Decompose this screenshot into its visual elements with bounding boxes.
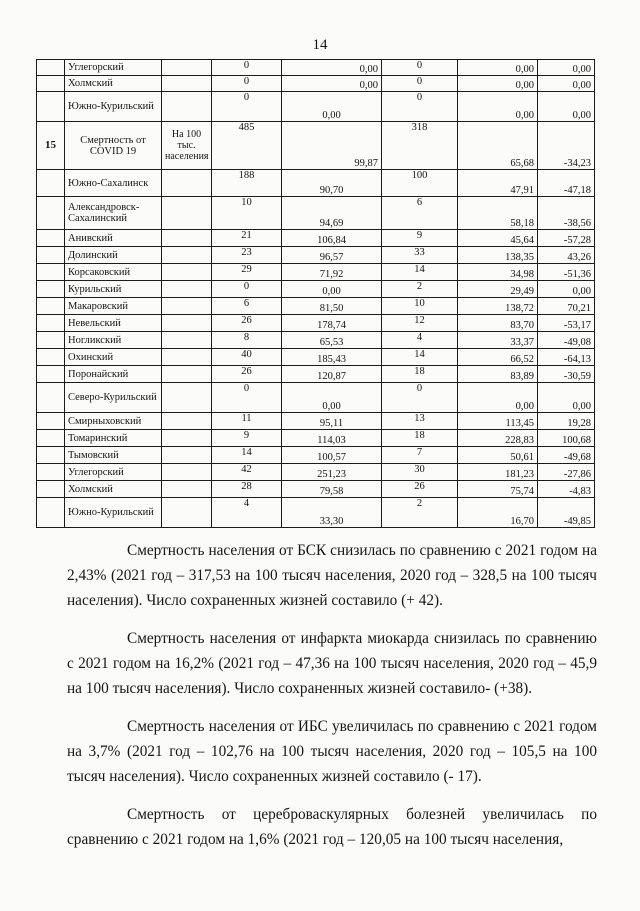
table-row bbox=[37, 413, 595, 430]
table-cell-difference: -49,08 bbox=[538, 332, 595, 349]
table-row bbox=[37, 281, 595, 298]
table-cell-rate-2020: 94,69 bbox=[282, 197, 382, 230]
table-cell-unit bbox=[162, 464, 212, 481]
table-cell-number bbox=[37, 315, 65, 332]
table-cell-count-2020: 4 bbox=[212, 498, 282, 528]
table-cell-number bbox=[37, 430, 65, 447]
table-cell-unit bbox=[162, 430, 212, 447]
table-cell-name: Долинский bbox=[65, 247, 162, 264]
table-cell-count-2020: 26 bbox=[212, 366, 282, 383]
table-cell-difference: 0,00 bbox=[538, 60, 595, 76]
paragraph-cerebrovascular: Смертность от цереброваскулярных болезней увеличилась по сравнению с 2021 годом на 1,6% (2021 год – 120,05 на 100 тысяч населения, bbox=[67, 806, 597, 848]
table-cell-unit bbox=[162, 383, 212, 413]
table-cell-count-2021: 10 bbox=[382, 298, 458, 315]
table-cell-count-2021: 12 bbox=[382, 315, 458, 332]
table-cell-rate-2020: 0,00 bbox=[282, 383, 382, 413]
table-cell-difference: -38,56 bbox=[538, 197, 595, 230]
table-cell-unit bbox=[162, 76, 212, 92]
table-cell-difference: -34,23 bbox=[538, 122, 595, 170]
table-cell-rate-2020: 178,74 bbox=[282, 315, 382, 332]
table-cell-name: Углегорский bbox=[65, 60, 162, 76]
table-cell-name: Смертность от COVID 19 bbox=[65, 122, 162, 170]
table-cell-count-2020: 40 bbox=[212, 349, 282, 366]
table-cell-difference: -27,86 bbox=[538, 464, 595, 481]
table-cell-rate-2021: 0,00 bbox=[458, 76, 538, 92]
table-cell-rate-2020: 251,23 bbox=[282, 464, 382, 481]
table-cell-count-2021: 30 bbox=[382, 464, 458, 481]
table-cell-rate-2020: 0,00 bbox=[282, 76, 382, 92]
table-cell-rate-2020: 71,92 bbox=[282, 264, 382, 281]
table-cell-rate-2021: 47,91 bbox=[458, 170, 538, 197]
table-cell-unit bbox=[162, 413, 212, 430]
table-row bbox=[37, 383, 595, 413]
table-cell-count-2020: 11 bbox=[212, 413, 282, 430]
table-row bbox=[37, 464, 595, 481]
table-cell-rate-2020: 185,43 bbox=[282, 349, 382, 366]
table-cell-count-2020: 188 bbox=[212, 170, 282, 197]
table-cell-unit bbox=[162, 366, 212, 383]
table-cell-difference: 70,21 bbox=[538, 298, 595, 315]
table-cell-number bbox=[37, 281, 65, 298]
table-row bbox=[37, 430, 595, 447]
table-cell-rate-2020: 114,03 bbox=[282, 430, 382, 447]
table-row bbox=[37, 315, 595, 332]
table-cell-number bbox=[37, 366, 65, 383]
table-row bbox=[37, 76, 595, 92]
table-cell-rate-2021: 50,61 bbox=[458, 447, 538, 464]
table-cell-number bbox=[37, 264, 65, 281]
table-cell-unit: На 100 тыс. населения bbox=[162, 122, 212, 170]
table-cell-count-2021: 18 bbox=[382, 430, 458, 447]
table-cell-unit bbox=[162, 315, 212, 332]
table-cell-name: Южно-Курильский bbox=[65, 92, 162, 122]
table-cell-difference: 43,26 bbox=[538, 247, 595, 264]
table-cell-rate-2021: 65,68 bbox=[458, 122, 538, 170]
table-cell-count-2021: 6 bbox=[382, 197, 458, 230]
table-row bbox=[37, 122, 595, 170]
table-cell-count-2020: 0 bbox=[212, 60, 282, 76]
table-cell-rate-2020: 95,11 bbox=[282, 413, 382, 430]
table-cell-rate-2021: 138,35 bbox=[458, 247, 538, 264]
table-cell-unit bbox=[162, 281, 212, 298]
table-cell-unit bbox=[162, 197, 212, 230]
table-cell-count-2020: 0 bbox=[212, 92, 282, 122]
table-cell-count-2021: 26 bbox=[382, 481, 458, 498]
table-cell-count-2020: 0 bbox=[212, 383, 282, 413]
table-cell-name: Южно-Сахалинск bbox=[65, 170, 162, 197]
table-cell-number bbox=[37, 349, 65, 366]
table-cell-count-2021: 18 bbox=[382, 366, 458, 383]
table-cell-name: Северо-Курильский bbox=[65, 383, 162, 413]
table-cell-difference: 0,00 bbox=[538, 383, 595, 413]
table-cell-number bbox=[37, 92, 65, 122]
table-cell-difference: -51,36 bbox=[538, 264, 595, 281]
table-cell-number bbox=[37, 383, 65, 413]
table-cell-count-2021: 14 bbox=[382, 264, 458, 281]
table-cell-name: Южно-Курильский bbox=[65, 498, 162, 528]
table-cell-rate-2021: 83,70 bbox=[458, 315, 538, 332]
table-row bbox=[37, 298, 595, 315]
table-cell-rate-2020: 90,70 bbox=[282, 170, 382, 197]
table-row bbox=[37, 92, 595, 122]
table-cell-rate-2020: 120,87 bbox=[282, 366, 382, 383]
table-cell-name: Тымовский bbox=[65, 447, 162, 464]
table-cell-difference: 0,00 bbox=[538, 92, 595, 122]
table-cell-rate-2021: 113,45 bbox=[458, 413, 538, 430]
table-cell-count-2021: 2 bbox=[382, 281, 458, 298]
table-cell-rate-2021: 75,74 bbox=[458, 481, 538, 498]
table-cell-rate-2021: 228,83 bbox=[458, 430, 538, 447]
table-cell-rate-2021: 138,72 bbox=[458, 298, 538, 315]
table-cell-rate-2021: 45,64 bbox=[458, 230, 538, 247]
table-cell-rate-2020: 81,50 bbox=[282, 298, 382, 315]
table-cell-count-2021: 2 bbox=[382, 498, 458, 528]
table-cell-unit bbox=[162, 447, 212, 464]
paragraph-myocardial-infarction: Смертность населения от инфаркта миокарда снизилась по сравнению с 2021 годом на 16,2% (2021 год – 47,36 на 100 тысяч населения, 2020 год – 45,9 на 100 тысяч населения). Число сохраненных жизней составило- (+38). bbox=[67, 630, 597, 697]
table-cell-name: Корсаковский bbox=[65, 264, 162, 281]
table-cell-count-2021: 100 bbox=[382, 170, 458, 197]
table-cell-number bbox=[37, 247, 65, 264]
table-cell-unit bbox=[162, 498, 212, 528]
table-cell-rate-2021: 29,49 bbox=[458, 281, 538, 298]
paragraph-bsk: Смертность населения от БСК снизилась по сравнению с 2021 годом на 2,43% (2021 год – 317,53 на 100 тысяч населения, 2020 год – 328,5 на 100 тысяч населения). Число сохраненных жизней составило (+ 42). bbox=[67, 542, 597, 609]
table-cell-difference: -4,83 bbox=[538, 481, 595, 498]
table-cell-rate-2020: 100,57 bbox=[282, 447, 382, 464]
table-cell-difference: -57,28 bbox=[538, 230, 595, 247]
table-row bbox=[37, 230, 595, 247]
table-cell-number bbox=[37, 481, 65, 498]
table-cell-count-2021: 0 bbox=[382, 383, 458, 413]
table-row bbox=[37, 264, 595, 281]
table-cell-count-2020: 28 bbox=[212, 481, 282, 498]
table-cell-name: Ногликский bbox=[65, 332, 162, 349]
page-number: 14 bbox=[312, 37, 328, 53]
table-row bbox=[37, 332, 595, 349]
table-cell-rate-2021: 0,00 bbox=[458, 60, 538, 76]
table-cell-rate-2020: 0,00 bbox=[282, 92, 382, 122]
table-cell-rate-2021: 181,23 bbox=[458, 464, 538, 481]
table-cell-number bbox=[37, 76, 65, 92]
table-body bbox=[37, 60, 595, 528]
table-cell-difference: -53,17 bbox=[538, 315, 595, 332]
table-cell-count-2021: 0 bbox=[382, 60, 458, 76]
table-cell-count-2020: 21 bbox=[212, 230, 282, 247]
table-cell-difference: -30,59 bbox=[538, 366, 595, 383]
table-cell-count-2021: 33 bbox=[382, 247, 458, 264]
table-cell-name: Холмский bbox=[65, 481, 162, 498]
table-cell-rate-2020: 99,87 bbox=[282, 122, 382, 170]
table-cell-count-2021: 14 bbox=[382, 349, 458, 366]
table-row bbox=[37, 447, 595, 464]
table-cell-unit bbox=[162, 349, 212, 366]
table-cell-count-2020: 9 bbox=[212, 430, 282, 447]
table-cell-rate-2021: 0,00 bbox=[458, 383, 538, 413]
table-cell-count-2020: 10 bbox=[212, 197, 282, 230]
table-cell-number bbox=[37, 298, 65, 315]
table-cell-count-2021: 4 bbox=[382, 332, 458, 349]
table-cell-name: Невельский bbox=[65, 315, 162, 332]
table-cell-count-2020: 8 bbox=[212, 332, 282, 349]
table-cell-count-2021: 7 bbox=[382, 447, 458, 464]
table-cell-rate-2020: 106,84 bbox=[282, 230, 382, 247]
table-cell-count-2020: 29 bbox=[212, 264, 282, 281]
table-cell-count-2020: 14 bbox=[212, 447, 282, 464]
table-row bbox=[37, 170, 595, 197]
table-cell-number bbox=[37, 170, 65, 197]
table-row bbox=[37, 481, 595, 498]
table-cell-unit bbox=[162, 92, 212, 122]
table-cell-number bbox=[37, 332, 65, 349]
table-cell-name: Углегорский bbox=[65, 464, 162, 481]
table-cell-number: 15 bbox=[37, 122, 65, 170]
table-cell-unit bbox=[162, 230, 212, 247]
table-cell-difference: -49,68 bbox=[538, 447, 595, 464]
table-cell-count-2020: 26 bbox=[212, 315, 282, 332]
table-cell-count-2020: 0 bbox=[212, 76, 282, 92]
table-cell-name: Анивский bbox=[65, 230, 162, 247]
body-text bbox=[67, 538, 597, 865]
table-row bbox=[37, 498, 595, 528]
table-cell-count-2020: 0 bbox=[212, 281, 282, 298]
table-cell-unit bbox=[162, 332, 212, 349]
mortality-table bbox=[36, 59, 595, 528]
table-cell-rate-2021: 33,37 bbox=[458, 332, 538, 349]
table-cell-rate-2021: 34,98 bbox=[458, 264, 538, 281]
table-row bbox=[37, 247, 595, 264]
table-cell-rate-2020: 79,58 bbox=[282, 481, 382, 498]
table-cell-number bbox=[37, 498, 65, 528]
table-cell-count-2021: 9 bbox=[382, 230, 458, 247]
table-cell-number bbox=[37, 447, 65, 464]
table-cell-rate-2020: 33,30 bbox=[282, 498, 382, 528]
table-cell-rate-2021: 58,18 bbox=[458, 197, 538, 230]
paragraph-ibs: Смертность населения от ИБС увеличилась по сравнению с 2021 годом на 3,7% (2021 год – 102,76 на 100 тысяч населения, 2020 год – 105,5 на 100 тысяч населения). Число сохраненных жизней составило (- 17). bbox=[67, 718, 597, 785]
table-cell-difference: 0,00 bbox=[538, 281, 595, 298]
table-cell-count-2021: 0 bbox=[382, 92, 458, 122]
table-cell-count-2020: 485 bbox=[212, 122, 282, 170]
table-cell-rate-2020: 0,00 bbox=[282, 60, 382, 76]
table-cell-name: Александровск-Сахалинский bbox=[65, 197, 162, 230]
table-cell-name: Курильский bbox=[65, 281, 162, 298]
table-cell-count-2020: 42 bbox=[212, 464, 282, 481]
table-cell-rate-2020: 96,57 bbox=[282, 247, 382, 264]
table-cell-difference: -49,85 bbox=[538, 498, 595, 528]
table-cell-difference: 0,00 bbox=[538, 76, 595, 92]
table-row bbox=[37, 349, 595, 366]
table-cell-rate-2021: 0,00 bbox=[458, 92, 538, 122]
table-cell-number bbox=[37, 230, 65, 247]
table-cell-difference: 100,68 bbox=[538, 430, 595, 447]
table-cell-name: Поронайский bbox=[65, 366, 162, 383]
table-cell-name: Макаровский bbox=[65, 298, 162, 315]
table-cell-count-2021: 13 bbox=[382, 413, 458, 430]
table-row bbox=[37, 60, 595, 76]
table-cell-number bbox=[37, 60, 65, 76]
table-cell-difference: 19,28 bbox=[538, 413, 595, 430]
table-cell-unit bbox=[162, 264, 212, 281]
table-cell-count-2020: 6 bbox=[212, 298, 282, 315]
table-cell-rate-2020: 0,00 bbox=[282, 281, 382, 298]
table-cell-difference: -64,13 bbox=[538, 349, 595, 366]
table-cell-name: Томаринский bbox=[65, 430, 162, 447]
table-cell-unit bbox=[162, 298, 212, 315]
table-cell-name: Охинский bbox=[65, 349, 162, 366]
table-cell-rate-2021: 83,89 bbox=[458, 366, 538, 383]
table-cell-rate-2021: 16,70 bbox=[458, 498, 538, 528]
table-cell-name: Холмский bbox=[65, 76, 162, 92]
table-cell-unit bbox=[162, 247, 212, 264]
table-cell-rate-2020: 65,53 bbox=[282, 332, 382, 349]
table-cell-count-2021: 0 bbox=[382, 76, 458, 92]
table-cell-difference: -47,18 bbox=[538, 170, 595, 197]
table-cell-number bbox=[37, 413, 65, 430]
table-cell-name: Смирныховский bbox=[65, 413, 162, 430]
table-cell-rate-2021: 66,52 bbox=[458, 349, 538, 366]
table-cell-number bbox=[37, 197, 65, 230]
table-cell-unit bbox=[162, 170, 212, 197]
table-row bbox=[37, 197, 595, 230]
table-cell-number bbox=[37, 464, 65, 481]
table-cell-count-2021: 318 bbox=[382, 122, 458, 170]
table-cell-count-2020: 23 bbox=[212, 247, 282, 264]
table-row bbox=[37, 366, 595, 383]
table-cell-unit bbox=[162, 481, 212, 498]
table-cell-unit bbox=[162, 60, 212, 76]
